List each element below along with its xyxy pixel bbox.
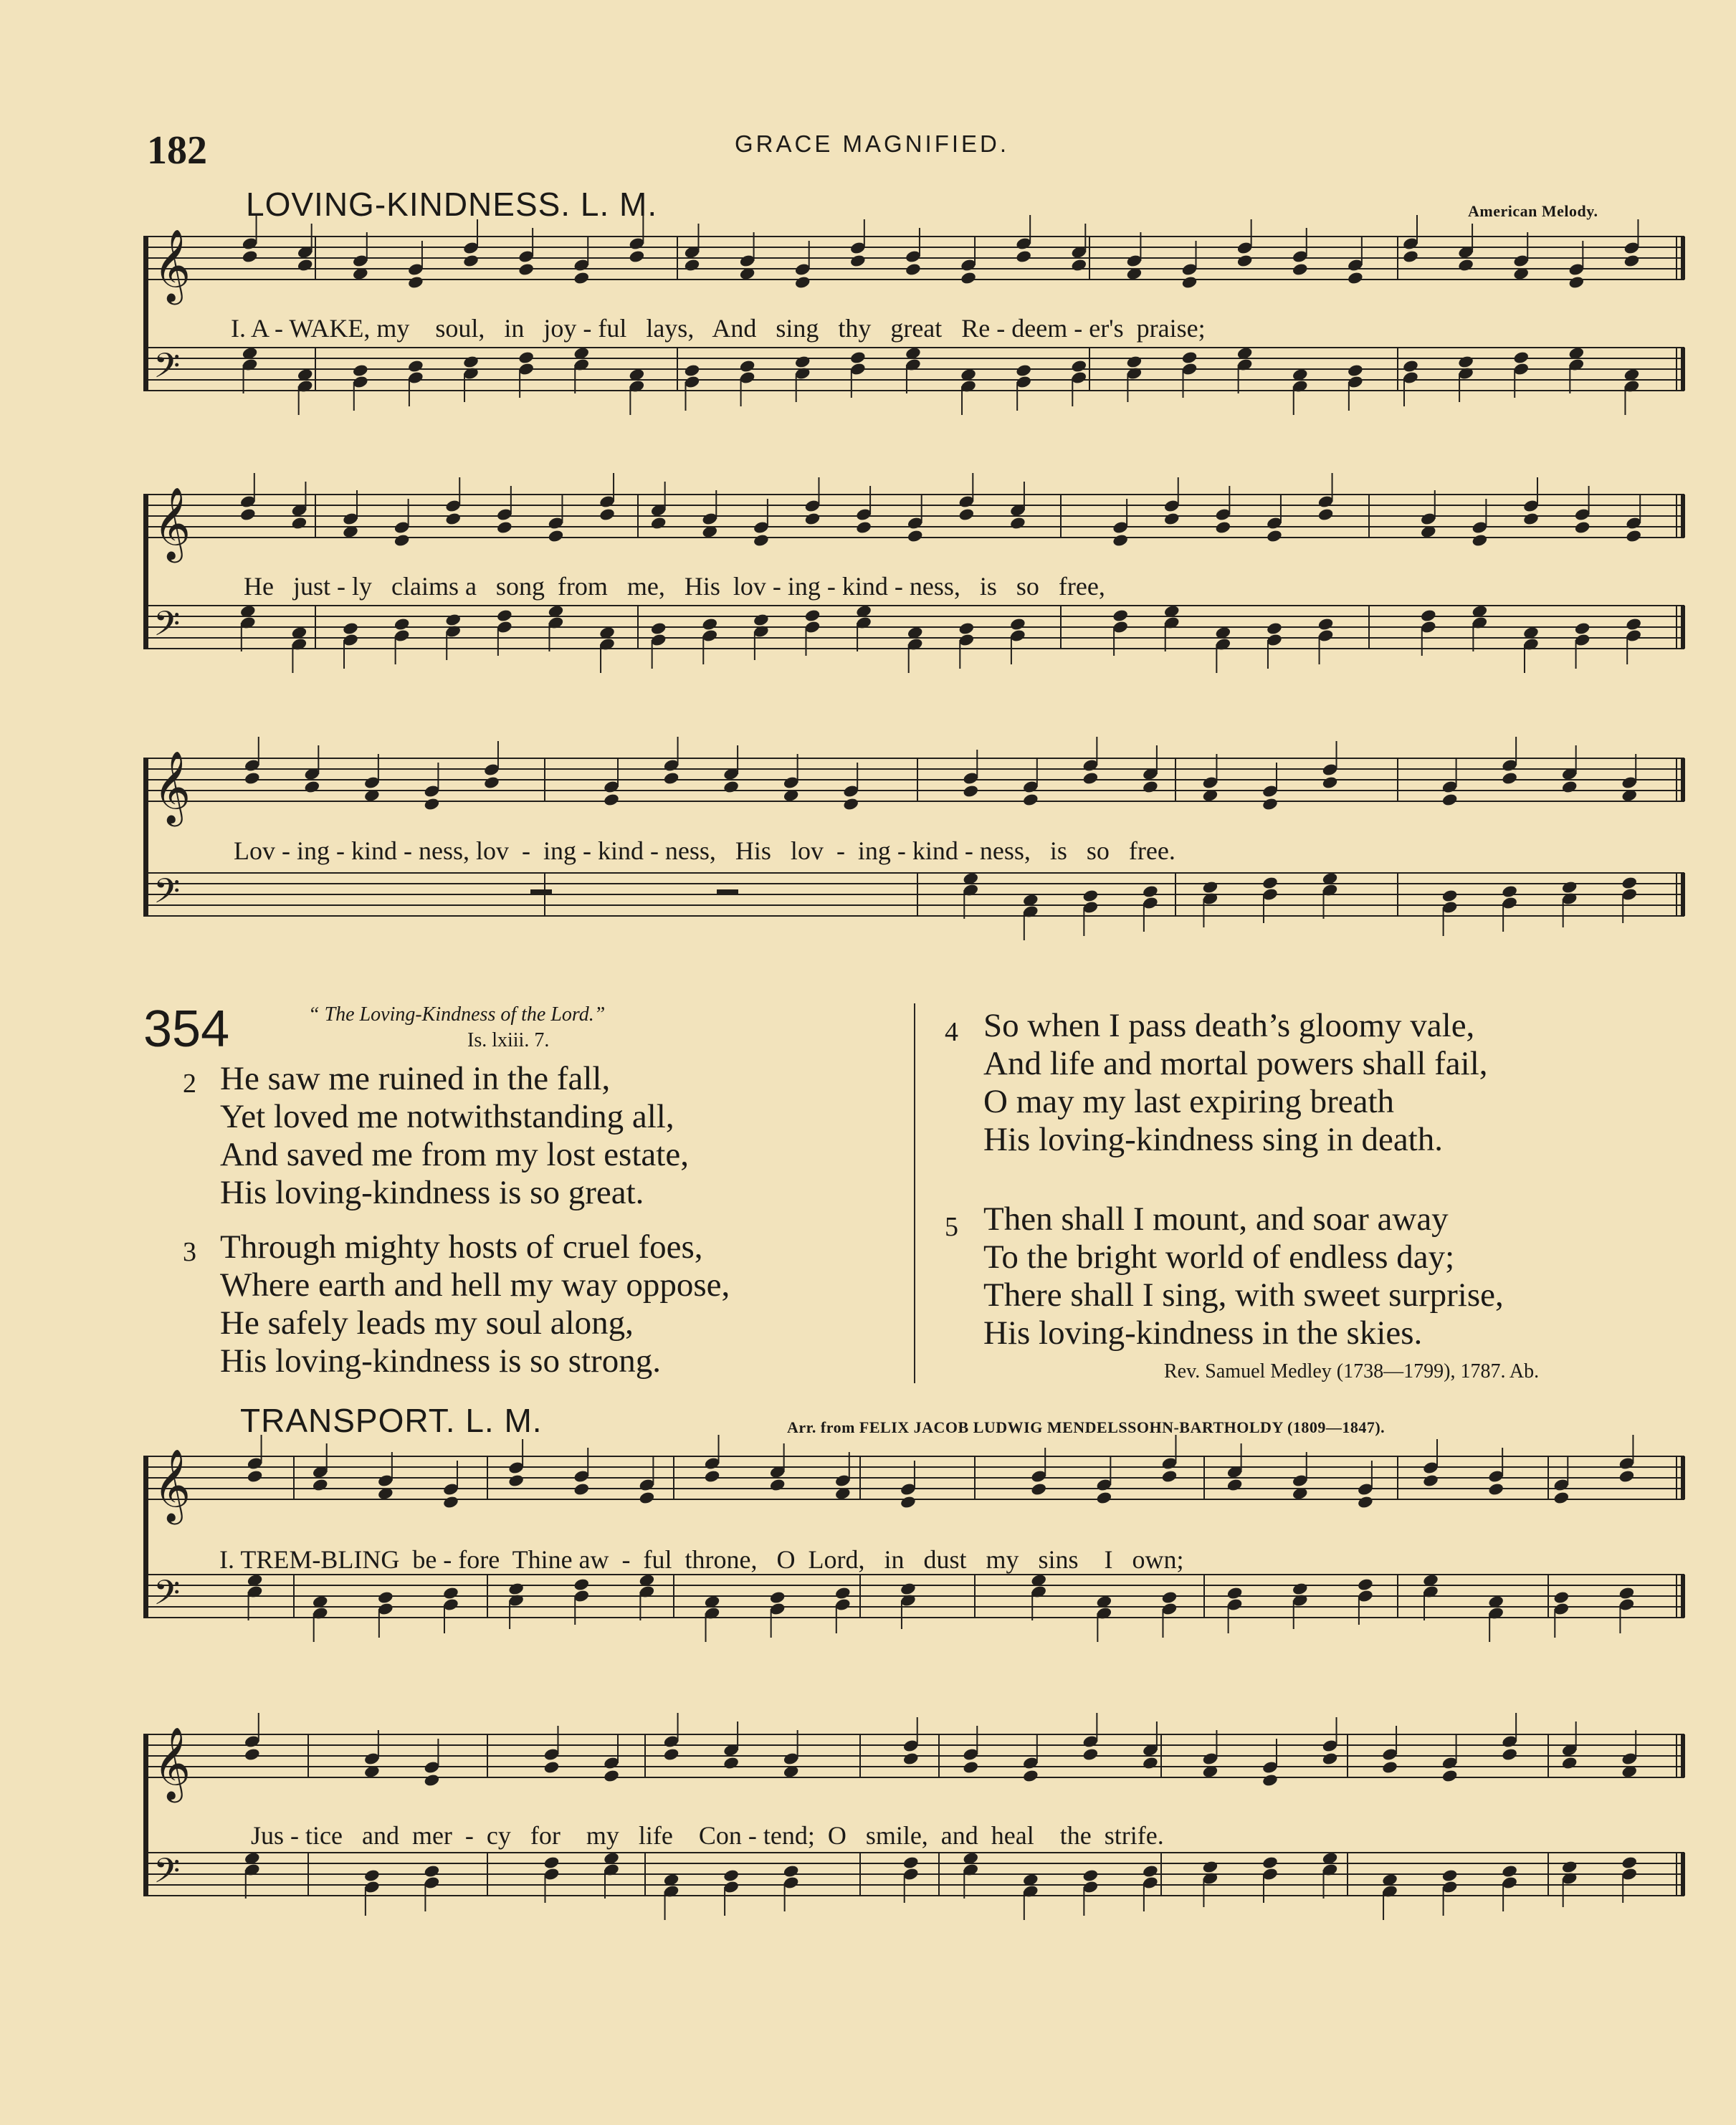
running-head: GRACE MAGNIFIED.: [735, 130, 1010, 157]
stanza-number: 5: [945, 1212, 958, 1242]
hymn-author-credit: Rev. Samuel Medley (1738—1799), 1787. Ab.: [1164, 1360, 1540, 1383]
verse-line: His loving-kindness is so strong.: [220, 1342, 661, 1380]
verse-line: Then shall I mount, and soar away: [983, 1200, 1449, 1238]
svg-text:𝄞: 𝄞: [153, 1448, 191, 1522]
stanza-number: 4: [945, 1017, 958, 1047]
verse-line: Yet loved me notwithstanding all,: [220, 1098, 674, 1135]
column-divider: [914, 1003, 915, 1383]
verse-line: His loving-kindness sing in death.: [983, 1121, 1443, 1158]
verse-line: There shall I sing, with sweet surprise,: [983, 1276, 1504, 1314]
verse-line: Through mighty hosts of cruel foes,: [220, 1228, 703, 1266]
svg-text:𝄢: 𝄢: [153, 603, 181, 652]
scripture-reference-citation: Is. lxiii. 7.: [467, 1029, 550, 1051]
svg-text:𝄢: 𝄢: [153, 871, 181, 920]
verse-line: And saved me from my lost estate,: [220, 1136, 689, 1173]
tune-title-loving-kindness: LOVING-KINDNESS. L. M.: [246, 186, 658, 223]
verse-line: His loving-kindness in the skies.: [983, 1314, 1423, 1352]
lyric-line-5: Jus - tice and mer - cy for my life Con - tend; O smile, and heal the strife.: [251, 1821, 1164, 1850]
composer-mendelssohn: Arr. from FELIX JACOB LUDWIG MENDELSSOHN-BARTHOLDY (1809—1847).: [787, 1418, 1386, 1436]
verse-line: He safely leads my soul along,: [220, 1304, 634, 1342]
svg-text:𝄢: 𝄢: [153, 345, 181, 394]
tune-title-transport: TRANSPORT. L. M.: [240, 1402, 543, 1439]
page-number: 182: [147, 128, 207, 173]
verse-line: And life and mortal powers shall fail,: [983, 1045, 1488, 1082]
svg-text:𝄞: 𝄞: [153, 486, 191, 560]
scripture-reference-title: “ The Loving-Kindness of the Lord.”: [308, 1003, 606, 1026]
svg-text:𝄞: 𝄞: [153, 750, 191, 823]
lyric-line-1: I. A - WAKE, my soul, in joy - ful lays, And sing thy great Re - deem - er's praise;: [231, 314, 1206, 343]
svg-text:𝄞: 𝄞: [153, 1726, 191, 1800]
music-system-1: [143, 229, 1688, 444]
stanza-number: 2: [183, 1069, 196, 1099]
svg-text:𝄞: 𝄞: [153, 228, 191, 302]
verse-line: So when I pass death’s gloomy vale,: [983, 1007, 1475, 1044]
composer-american-melody: American Melody.: [1468, 202, 1598, 220]
music-system-5: [143, 1727, 1688, 1971]
verse-line: To the bright world of endless day;: [983, 1238, 1455, 1276]
lyric-line-3: Lov - ing - kind - ness, lov - ing - kind - ness, His lov - ing - kind - ness, is so free.: [234, 836, 1175, 865]
verse-line: His loving-kindness is so great.: [220, 1174, 644, 1211]
music-system-3: [143, 751, 1688, 966]
music-system-4: [143, 1449, 1688, 1693]
svg-text:𝄢: 𝄢: [153, 1851, 181, 1899]
music-system-2: [143, 487, 1688, 702]
svg-text:𝄢: 𝄢: [153, 1572, 181, 1621]
verse-line: Where earth and hell my way oppose,: [220, 1266, 730, 1304]
lyric-line-4: I. TREM-BLING be - fore Thine aw - ful throne, O Lord, in dust my sins I own;: [219, 1545, 1184, 1574]
verse-line: O may my last expiring breath: [983, 1083, 1394, 1120]
stanza-number: 3: [183, 1237, 196, 1267]
hymn-number: 354: [143, 1001, 230, 1058]
verse-line: He saw me ruined in the fall,: [220, 1060, 611, 1097]
lyric-line-2: He just - ly claims a song from me, His lov - ing - kind - ness, is so free,: [244, 572, 1105, 601]
